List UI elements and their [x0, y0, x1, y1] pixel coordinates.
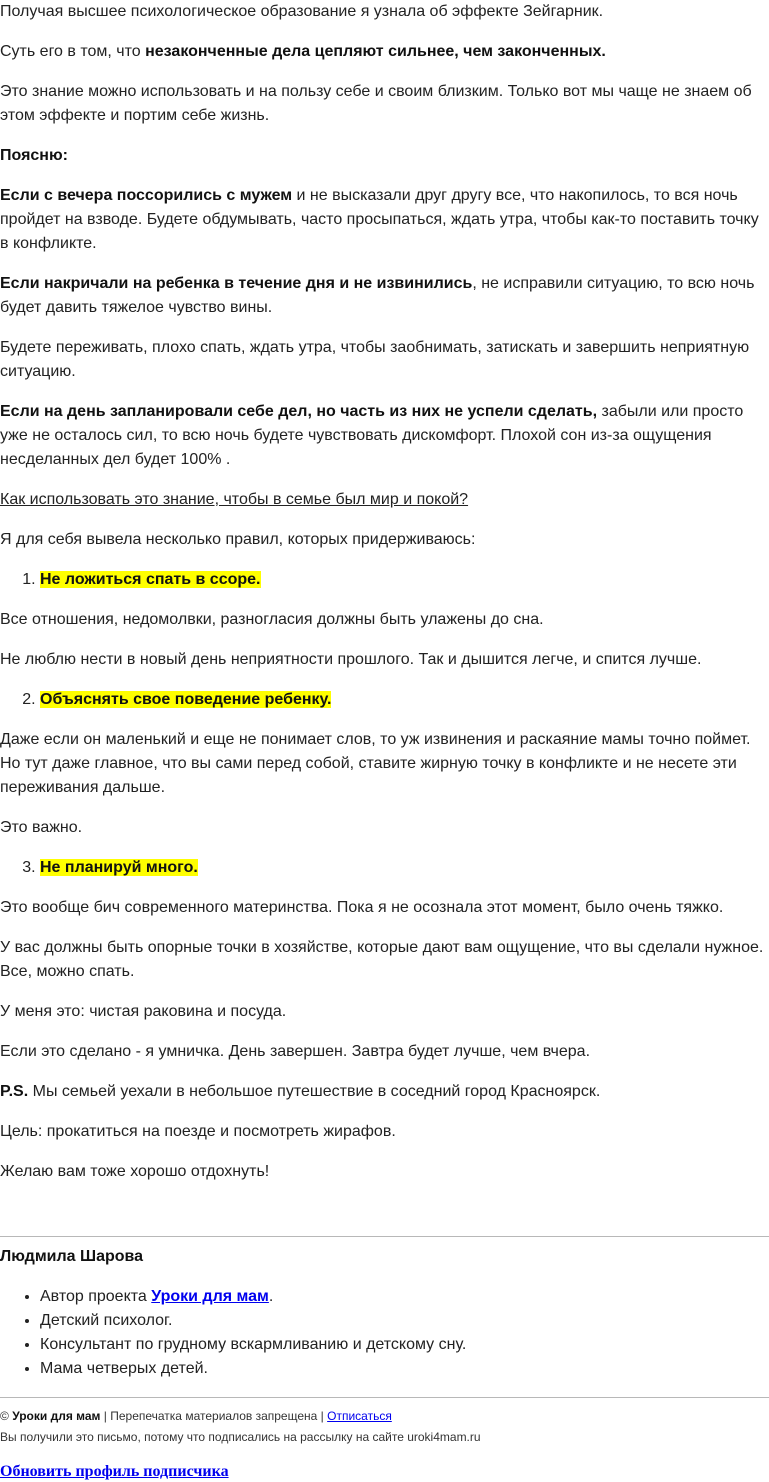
footer-separator: |: [100, 1409, 111, 1423]
essence-text: Суть его в том, что: [0, 43, 146, 60]
rule-item-3: [40, 856, 769, 880]
paragraph-essence: [0, 40, 769, 64]
rule-list-2: [0, 688, 769, 712]
rule-item-1: [40, 568, 769, 592]
ps-text: Мы семьей уехали в небольшое путешествие в соседний город Красноярск.: [28, 1083, 601, 1100]
footer-separator: |: [317, 1409, 328, 1423]
footer: [0, 1398, 769, 1482]
rule-3-highlight: Не планируй много.: [40, 859, 198, 876]
plans-text: забыли или просто уже не осталось сил, то всю ночь будете чувствовать дискомфорт. Плохой сон из-за ощущения несделанных дел будет 100% .: [0, 403, 744, 468]
explain-bold: Поясню:: [0, 147, 68, 164]
paragraph-anchor-points: У вас должны быть опорные точки в хозяйстве, которые дают вам ощущение, что вы сделали нужное. Все, можно спать.: [0, 939, 764, 980]
footer-brand: Уроки для мам: [12, 1409, 101, 1423]
paragraph-intro: Получая высшее психологическое образование я узнала об эффекте Зейгарник.: [0, 3, 604, 20]
plans-bold: Если на день запланировали себе дел, но часть из них не успели сделать,: [0, 403, 598, 420]
paragraph-goal: Цель: прокатиться на поезде и посмотреть жирафов.: [0, 1123, 396, 1140]
paragraph-important: Это важно.: [0, 819, 83, 836]
paragraph-shout: [0, 272, 769, 320]
footer-reason: Вы получили это письмо, потому что подписались на рассылку на сайте uroki4mam.ru: [0, 1430, 481, 1444]
quarrel-bold: Если с вечера поссорились с мужем: [0, 187, 293, 204]
paragraph-new-day: Не люблю нести в новый день неприятности прошлого. Так и дышится легче, и спится лучше.: [0, 651, 702, 668]
rule-2-highlight: Объяснять свое поведение ребенку.: [40, 691, 332, 708]
footer-notice: Перепечатка материалов запрещена: [110, 1409, 318, 1423]
paragraph-ps: [0, 1080, 769, 1104]
paragraph-wish: Желаю вам тоже хорошо отдохнуть!: [0, 1163, 270, 1180]
author-info-item: • Детский психолог.: [40, 1309, 769, 1333]
shout-text: , не исправили ситуацию, то всю ночь будет давить тяжелое чувство вины.: [0, 275, 755, 316]
footer-copyright-row: [0, 1408, 769, 1424]
paragraph-explain: [0, 144, 769, 168]
paragraph-plans: [0, 400, 769, 472]
rule-list-3: [0, 856, 769, 880]
paragraph-scourge: Это вообще бич современного материнства. Пока я не осознала этот момент, было очень тяжко.: [0, 899, 724, 916]
paragraph-rules-intro: Я для себя вывела несколько правил, которых придерживаюсь:: [0, 531, 476, 548]
paragraph-question: [0, 488, 769, 512]
author-project-dot: .: [268, 1288, 274, 1305]
update-profile-link[interactable]: Обновить профиль подписчика: [0, 1463, 229, 1480]
paragraph-done: Если это сделано - я умничка. День завершен. Завтра будет лучше, чем вчера.: [0, 1043, 591, 1060]
project-link[interactable]: Уроки для мам: [151, 1288, 269, 1305]
author-info-list: [0, 1285, 769, 1381]
rule-item-2: [40, 688, 769, 712]
paragraph-quarrel: [0, 184, 769, 256]
paragraph-relations: Все отношения, недомолвки, разногласия должны быть улажены до сна.: [0, 611, 544, 628]
author-info-item: • Мама четверых детей.: [40, 1357, 769, 1381]
author-info-item: • Консультант по грудному вскармливанию и детскому сну.: [40, 1333, 769, 1357]
paragraph-usage: Это знание можно использовать и на пользу себе и своим близким. Только вот мы чаще не знаем об этом эффекте и портим себе жизнь.: [0, 83, 752, 124]
author-info-item: [40, 1285, 769, 1309]
rule-list-1: [0, 568, 769, 592]
paragraph-my-points: У меня это: чистая раковина и посуда.: [0, 1003, 287, 1020]
question-underline: Как использовать это знание, чтобы в семье был мир и покой?: [0, 491, 469, 508]
paragraph-child: Даже если он маленький и еще не понимает слов, то уж извинения и раскаяние мамы точно поймет. Но тут даже главное, что вы сами перед собой, ставите жирную точку в конфликте и не несете эти переживания дальше.: [0, 731, 751, 796]
paragraph-worry: Будете переживать, плохо спать, ждать утра, чтобы заобнимать, затискать и завершить неприятную ситуацию.: [0, 339, 750, 380]
author-project-text: Автор проекта: [40, 1288, 152, 1305]
shout-bold: Если накричали на ребенка в течение дня и не извинились: [0, 275, 473, 292]
signature-spacer: [0, 1200, 769, 1236]
quarrel-text: и не высказали друг другу все, что накопилось, то вся ночь пройдет на взводе. Будете обдумывать, часто просыпаться, ждать утра, чтобы как-то поставить точку в конфликте.: [0, 187, 759, 252]
rule-1-highlight: Не ложиться спать в ссоре.: [40, 571, 261, 588]
copyright-symbol: ©: [0, 1409, 9, 1423]
unsubscribe-link[interactable]: Отписаться: [327, 1409, 392, 1423]
ps-bold: P.S.: [0, 1083, 29, 1100]
author-name: Людмила Шарова: [0, 1248, 144, 1265]
signature-divider: [0, 1236, 769, 1237]
essence-bold: незаконченные дела цепляют сильнее, чем законченных.: [145, 43, 606, 60]
